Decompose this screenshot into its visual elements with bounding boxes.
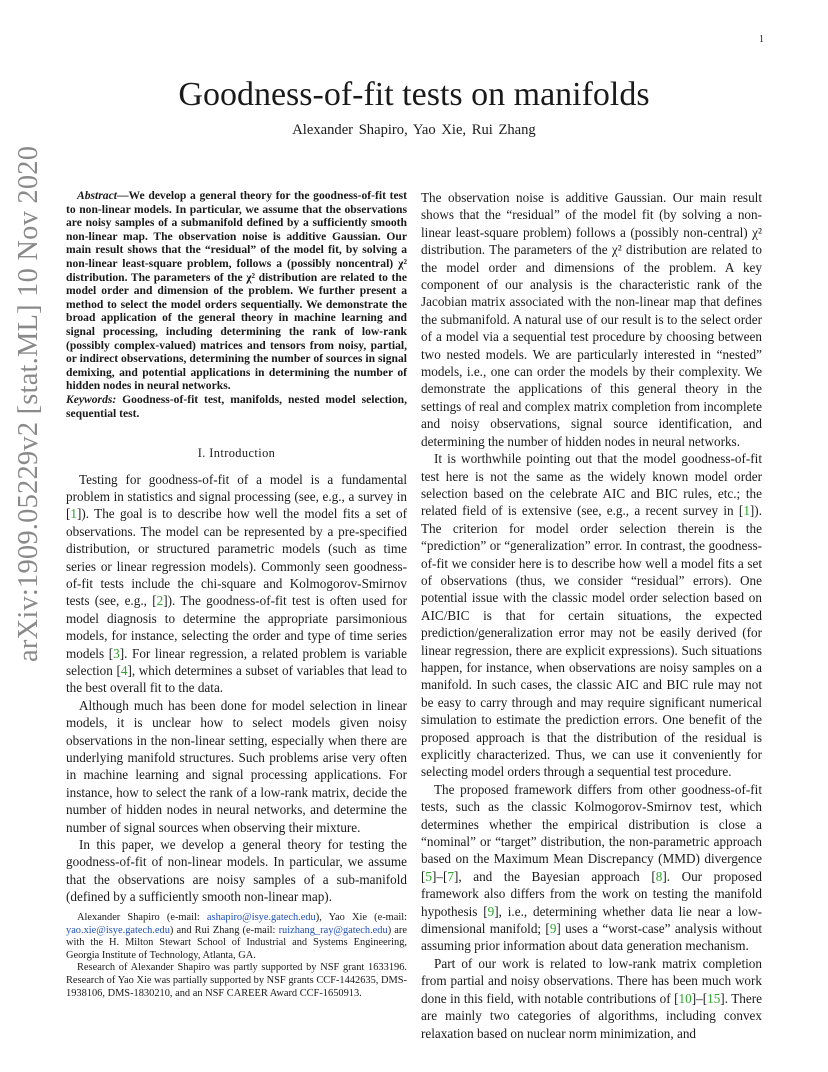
citation-link[interactable]: 8	[655, 868, 663, 884]
citation-link[interactable]: 9	[549, 921, 557, 937]
right-column	[421, 189, 762, 1042]
citation-link[interactable]: 7	[447, 868, 454, 884]
abstract-label: Abstract	[77, 189, 117, 202]
email-link[interactable]: ruizhang_ray@gatech.edu	[278, 924, 388, 936]
keywords	[66, 393, 407, 420]
citation-link[interactable]: 9	[487, 903, 495, 919]
page-number: 1	[759, 34, 764, 45]
section-heading-introduction: I. Introduction	[197, 446, 276, 461]
author-list: Alexander Shapiro, Yao Xie, Rui Zhang	[292, 122, 536, 138]
abstract-text: —We develop a general theory for the goodness-of-fit test to non-linear models. In particular, we assume that the observations are noisy samples of a submanifold defined by a sufficiently smooth non-linear map. The observation noise is additive Gaussian. Our main result shows that the “residual” of the model fit, by solving a non-linear least-square problem, follows a (possibly noncentral) χ² distribution. The parameters of the χ² distribution are related to the model order and dimension of the problem. We further present a method to select the model orders sequentially. We demonstrate the broad application of the general theory in machine learning and signal processing, including determining the rank of low-rank (possibly complex-valued) matrices and tensors from noisy, partial, or indirect observations, determining the number of sources in signal demixing, and potential applications in determining the number of hidden nodes in neural networks.	[66, 189, 407, 393]
keywords-text: Goodness-of-fit test, manifolds, nested model selection, sequential test.	[66, 392, 407, 420]
email-link[interactable]: yao.xie@isye.gatech.edu	[66, 924, 170, 936]
footnote-funding: Research of Alexander Shapiro was partly supported by NSF grant 1633196. Research of Yao Xie was partially supported by NSF grants CCF-1442635, DMS-1938106, DMS-1830210, and an NSF CAREER Award CCF-1650913.	[66, 962, 407, 999]
left-column	[66, 189, 407, 906]
paper-title: Goodness-of-fit tests on manifolds	[178, 76, 650, 113]
intro-paragraph-3: In this paper, we develop a general theory for testing the goodness-of-fit of non-linear models. In particular, we assume that the observations are noisy samples of a sub-manifold (defined by a sufficiently smooth non-linear map).	[66, 837, 407, 905]
intro-paragraph-2: Although much has been done for model selection in linear models, it is unclear how to select models given noisy observations in the non-linear setting, especially when there are underlying manifold structures. Such problems arise very often in machine learning and signal processing applications. For instance, how to select the rank of a low-rank matrix, decide the number of hidden nodes in neural networks, and determine the number of signal sources when observing their mixture.	[66, 697, 407, 835]
email-link[interactable]: ashapiro@isye.gatech.edu	[206, 912, 316, 923]
arxiv-stamp: arXiv:1909.05229v2 [stat.ML] 10 Nov 2020	[13, 145, 44, 662]
right-paragraph-4: Part of our work is related to low-rank matrix completion from partial and noisy observations. There has been much work done in this field, with notable contributions of [10]–[15]. There are mainly two categories of algorithms, including convex relaxation based on nuclear norm minimization, and	[421, 955, 762, 1041]
citation-link[interactable]: 4	[120, 662, 128, 678]
right-paragraph-3: The proposed framework differs from other goodness-of-fit tests, such as the classic Kolmogorov-Smirnov test, which determines whether the empirical distribution is close a “nominal” or “target” distribution, the non-parametric approach based on the Maximum Mean Discrepancy (MMD) divergence [5]–[7], and the Bayesian approach [8]. Our proposed framework also differs from the work on testing the manifold hypothesis [9], i.e., determining whether data lie near a low-dimensional manifold; [9] uses a “worst-case” analysis without assuming prior information about data generation mechanism.	[421, 781, 763, 954]
citation-link[interactable]: 10	[678, 990, 692, 1006]
keywords-label: Keywords:	[66, 392, 117, 406]
citation-link[interactable]: 1	[743, 503, 750, 519]
intro-paragraph-1: Testing for goodness-of-fit of a model is a fundamental problem in statistics and signal processing (see, e.g., a survey in [1]). The goal is to describe how well the model fits a set of observations. The model can be represented by a pre-specified distribution, or structured parametric models (such as time series or linear regression models). Commonly seen goodness-of-fit tests include the chi-square and Kolmogorov-Smirnov tests (see, e.g., [2]). The goodness-of-fit test is often used for model diagnosis to determine the appropriate parsimonious models, for instance, selecting the order and type of time series models [3]. For linear regression, a related problem is variable selection [4], which determines a subset of variables that lead to the best overall fit to the data.	[66, 471, 407, 696]
citation-link[interactable]: 3	[113, 645, 120, 661]
right-paragraph-1: The observation noise is additive Gaussian. Our main result shows that the “residual” of the model fit (by solving a non-linear least-square problem) follows a (possibly non-central) χ² distribution. The parameters of the χ² distribution are related to the model order and dimensions of the problem. A key component of our analysis is the characteristic rank of the Jacobian matrix associated with the non-linear map that defines the submanifold. A natural use of our result is to the select order of a model via a sequential test procedure by choosing between two nested models. We are particularly interested in “nested” models, i.e., one can order the models by their complexity. We demonstrate the applications of this general theory in the settings of real and complex matrix completion from incomplete and noisy observations, signal source identification, and determining the number of hidden nodes in neural networks.	[421, 190, 762, 449]
abstract	[66, 189, 407, 393]
citation-link[interactable]: 5	[425, 868, 432, 884]
citation-link[interactable]: 2	[156, 593, 164, 609]
footnote	[66, 912, 407, 1000]
citation-link[interactable]: 15	[707, 990, 721, 1006]
right-paragraph-2: It is worthwhile pointing out that the model goodness-of-fit test here is not the same as the widely known model order selection based on the celebrate AIC and BIC rules, etc.; the related field of is extensive (see, e.g., a recent survey in [1]). The criterion for model order selection therein is the “prediction” or “generalization” error. In contrast, the goodness-of-fit we consider here is to describe how well a model fits a set of observations (thus, we consider “residual” errors). One potential issue with the classic model order selection based on AIC/BIC is that for certain situations, the expected prediction/generalization error may not be easily derived (for linear regression, there are explicit expressions). Such situations happen, for instance, when observations are noisy samples on a manifold. In such cases, the classic AIC and BIC rule may not be easy to carry through and may require significant numerical simulation to estimate the prediction errors. One benefit of the proposed approach is that the distribution of the residual is explicitly characterized. Thus, we can use it conveniently for selecting model orders through a sequential test procedure.	[421, 451, 762, 780]
citation-link[interactable]: 1	[70, 506, 77, 522]
footnote-affiliations: Alexander Shapiro (e-mail: ashapiro@isye.gatech.edu), Yao Xie (e-mail: yao.xie@isye.gatech.edu) and Rui Zhang (e-mail: ruizhang_ray@gatech.edu) are with the H. Milton Stewart School of Industrial and Systems Engineering, Georgia Institute of Technology, Atlanta, GA.	[66, 912, 408, 961]
